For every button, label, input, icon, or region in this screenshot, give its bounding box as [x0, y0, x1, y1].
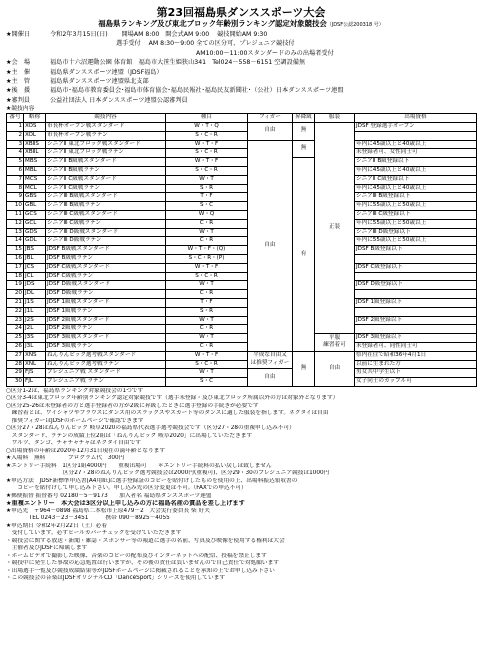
row-number: 23	[7, 316, 24, 325]
row-qualification: JDSF C級登録以下	[355, 263, 477, 272]
table-row	[7, 298, 477, 307]
row-number: 18	[7, 272, 24, 281]
note-line: ★入場料 無料 プログラム代 300円	[6, 455, 125, 462]
row-dances: C・R	[166, 219, 248, 228]
dress-casual-cell-line-1: 平服	[328, 334, 341, 341]
table-row	[7, 158, 477, 167]
row-qualification: JDSF 3級登録以下	[355, 334, 477, 343]
row-event-name: プレジュニア戦 ラテン	[46, 378, 166, 387]
note-line: コピーを貼付けして申し込み下さい。申し込み先の区分変更は不可。（FAXでの申込不可）	[6, 485, 247, 492]
table-row	[7, 149, 477, 158]
row-event-name: JDSF D級戦ラテン	[46, 290, 166, 299]
header-number: 番号	[7, 114, 24, 123]
info-events-row	[6, 105, 476, 113]
row-number: 11	[7, 211, 24, 220]
row-event-name: シニアⅢ C級戦ラテン	[46, 219, 166, 228]
event-info	[6, 30, 476, 113]
note-line: ★重複エントリー 本大会は3区分以上申し込みの方に福島名産の賞品を差し上げます	[6, 500, 245, 508]
notes-section	[6, 388, 476, 583]
promotion-yes-cell: 有	[293, 158, 315, 352]
row-event-name: JDSF C級戦スタンダード	[46, 263, 166, 272]
row-dances: T・F	[166, 298, 248, 307]
note-line: ★申込先 〒964－0898 福島県二本松市上原479－2 大会実行委員長 柴 好夫	[6, 507, 210, 514]
row-dances: W・T	[166, 281, 248, 290]
row-dances: W・T・F・(Q)	[166, 246, 248, 255]
row-number: 28	[7, 360, 24, 369]
dress-casual-cell	[315, 334, 355, 352]
info-host-value: 福島県ダンススポーツ連盟（JDSF福島）	[50, 68, 163, 76]
row-code: MBL	[24, 167, 46, 176]
row-event-name: JDSF 1級戦スタンダード	[46, 298, 166, 307]
row-event-name: シニアⅢ B級戦ラテン	[46, 202, 166, 211]
table-row	[7, 342, 477, 351]
row-dances: W・Q	[166, 211, 248, 220]
row-dances: S・R	[166, 307, 248, 316]
row-qualification	[355, 255, 477, 264]
row-dances: W・T・F	[166, 351, 248, 360]
row-code: XNL	[24, 360, 46, 369]
row-qualification	[355, 272, 477, 281]
note-line: ○出場資格の年齢は2020年12月31日現在の満年齢となります	[6, 447, 166, 454]
table-row	[7, 325, 477, 334]
row-number: 27	[7, 351, 24, 360]
table-row	[7, 351, 477, 360]
row-number: 22	[7, 307, 24, 316]
table-row	[7, 237, 477, 246]
note-line: ・ホームビデオで撮影した映像、音楽のコピーの配布及びインターネットへの配信、投稿を禁止します	[6, 552, 267, 559]
row-number: 19	[7, 281, 24, 290]
row-qualification	[355, 307, 477, 316]
row-dances: S・C・R	[166, 360, 248, 369]
info-support-label: ★後 援	[6, 87, 31, 95]
info-standard-time: AM10:00～11:00スタンダードのみの出場者受付	[196, 49, 334, 57]
note-line: 練習着とは、ワイシャツやブラウスにダンス用のスラックスやスカート等のダンスに適した服装を指します。ネクタイは自由	[6, 410, 329, 417]
row-event-name: JDSF 2級戦ラテン	[46, 325, 166, 334]
note-line: ・出場選手一覧及び競技成績結果等がJDSFホームページに掲載されることを承知の上でお申し込み下さい	[6, 567, 275, 574]
row-qualification: シニアⅢ D級登録以下	[355, 228, 477, 237]
row-code: GDL	[24, 237, 46, 246]
row-qualification: シニアⅡ C級登録以下	[355, 175, 477, 184]
table-header-row	[7, 114, 477, 123]
row-number: 20	[7, 290, 24, 299]
note-line: ★エントリー手続料 1区分1組4000円 重複出場可 ＊エントリー手続料の払い戻しは致しません	[6, 462, 272, 469]
table-row	[7, 175, 477, 184]
table-row	[7, 369, 477, 378]
row-event-name: 市長杯オープン戦スタンダード	[46, 123, 166, 132]
row-dances: W・T	[166, 334, 248, 343]
row-number: 12	[7, 219, 24, 228]
row-qualification: 未登録者可、同性同士可	[355, 342, 477, 351]
header-dance: 種目	[166, 114, 248, 123]
row-code: J1L	[24, 307, 46, 316]
row-qualification	[355, 325, 477, 334]
note-line: ・この競技会の音楽はJDSFオリジナルCD「DanceSport」シリーズを使用しています	[6, 575, 226, 582]
row-event-name: JDSF 3級戦スタンダード	[46, 334, 166, 343]
note-line: 区分27・28のねんりんピック選考競技会は2000円(重複可)、区分29・30のプレジュニア競技は1000円	[6, 470, 330, 477]
row-number: 2	[7, 131, 24, 140]
row-dances: W・T・F	[166, 140, 248, 149]
row-event-name: JDSF D級戦スタンダード	[46, 281, 166, 290]
figure-free-cell: 自由	[248, 123, 293, 141]
note-line: ○区分3-4は東北ブロック年齢別ランキング認定対象競技です（選手未登録・及び東北ブロック所属以外の方は対象外となります）	[6, 395, 339, 402]
row-event-name: JDSF 1級戦ラテン	[46, 307, 166, 316]
row-qualification: 年内に55歳以上と50歳以上	[355, 237, 477, 246]
row-dances: S・C・R	[166, 272, 248, 281]
figure-free-cell-2: 自由	[248, 140, 293, 351]
row-qualification	[355, 131, 477, 140]
note-line: ・競技会に関する放送・新聞・雑誌・スポンサー等の報道に選手の名前、写真及び映像を使用する権利は大会	[6, 537, 285, 544]
info-start-time: 競技開始AM 9:30	[217, 31, 268, 38]
table-row	[7, 334, 477, 343]
row-code: JDS	[24, 281, 46, 290]
dress-casual-cell-line-2: 練習着可	[323, 342, 346, 349]
row-dances: W・T	[166, 228, 248, 237]
row-qualification: シニアⅢ C級登録以下	[355, 211, 477, 220]
row-number: 21	[7, 298, 24, 307]
note-line: ★郵便振替 振替番号 02180－5－9173 加入者名 福島県ダンススポーツ連盟	[6, 492, 212, 499]
row-code: FJS	[24, 369, 46, 378]
row-event-name: シニアⅢ D級戦スタンダード	[46, 228, 166, 237]
row-number: 1	[7, 123, 24, 132]
note-line: ○区分27・28はねんりんピック 岐阜2020の福島県代表選手選考競技会です（区分27・28の重複申し込み不可）	[6, 425, 295, 432]
row-event-name: JDSF B級戦スタンダード	[46, 246, 166, 255]
row-code: J2S	[24, 316, 46, 325]
promotion-none-cell-3: 無	[293, 351, 315, 386]
table-row	[7, 255, 477, 264]
row-dances: S・C・R・(P)	[166, 255, 248, 264]
row-dances: S・C	[166, 378, 248, 387]
row-code: XBⅡL	[24, 149, 46, 158]
row-event-name: JDSF B級戦ラテン	[46, 255, 166, 264]
row-qualification: JDSF B級登録以下	[355, 246, 477, 255]
row-code: XNS	[24, 351, 46, 360]
document-title: 第23回福島県ダンススポーツ大会	[156, 6, 326, 19]
row-number: 30	[7, 378, 24, 387]
row-number: 17	[7, 263, 24, 272]
row-number: 10	[7, 202, 24, 211]
row-event-name: JDSF C級戦ラテン	[46, 272, 166, 281]
subtitle-approval-number: （JDSF公認200318 号）	[326, 22, 384, 28]
header-code: 略称	[24, 114, 46, 123]
table-row	[7, 263, 477, 272]
row-event-name: JDSF 3級戦ラテン	[46, 342, 166, 351]
row-event-name: シニアⅡ C級戦スタンダード	[46, 175, 166, 184]
table-row	[7, 184, 477, 193]
table-row	[7, 228, 477, 237]
row-dances: W・T・F	[166, 158, 248, 167]
row-number: 13	[7, 228, 24, 237]
row-qualification: 年内に45歳以上と40歳以上	[355, 140, 477, 149]
header-qualification: 出場資格	[355, 114, 477, 123]
row-code: XOL	[24, 131, 46, 140]
events-table	[6, 113, 477, 387]
info-manage-label: ★主 管	[6, 78, 31, 86]
row-code: GCS	[24, 211, 46, 220]
row-event-name: ねんりんピック選考戦ラテン	[46, 360, 166, 369]
row-code: GBL	[24, 202, 46, 211]
table-row	[7, 219, 477, 228]
row-number: 16	[7, 255, 24, 264]
row-qualification: JDSF 1級登録以下	[355, 298, 477, 307]
row-event-name: シニアⅡ B級戦スタンダード	[46, 158, 166, 167]
row-qualification: 年内に45歳以上と40歳以上	[355, 167, 477, 176]
row-dances: C・R	[166, 325, 248, 334]
info-events-label: ★競技内容	[6, 106, 35, 113]
row-qualification: 男女共中学生以下	[355, 369, 477, 378]
row-dances: S・C・R	[166, 167, 248, 176]
row-dances: C・R	[166, 237, 248, 246]
info-date-value: 令和2年3月15日(日)	[50, 31, 108, 38]
info-host-row	[6, 68, 476, 77]
document-subtitle	[6, 19, 476, 30]
row-event-name: プレジュニア戦 スタンダード	[46, 369, 166, 378]
row-number: 26	[7, 342, 24, 351]
table-row	[7, 246, 477, 255]
info-ceremony-time: 開会式AM 9:00	[165, 31, 210, 38]
row-dances: W・T	[166, 369, 248, 378]
row-code: JBS	[24, 246, 46, 255]
info-judge-label: ★審判員	[6, 96, 31, 104]
table-row	[7, 140, 477, 149]
row-number: 8	[7, 184, 24, 193]
note-line: TEL 0243－23－3451 携帯 090－8925－4055	[6, 515, 170, 522]
promotion-none-cell-2: 無	[293, 140, 315, 158]
info-support-row	[6, 86, 476, 95]
table-row	[7, 281, 477, 290]
row-qualification	[355, 290, 477, 299]
row-code: XBⅡS	[24, 140, 46, 149]
row-qualification: JDSF 登録選手オープン	[355, 123, 477, 132]
row-qualification: 年内に45歳以上と40歳以上	[355, 184, 477, 193]
row-number: 5	[7, 158, 24, 167]
row-number: 14	[7, 237, 24, 246]
row-code: JBL	[24, 255, 46, 264]
info-venue-value: 福島市十六沼運動公園 体育館 福島市大笹生姫狭山341 Tel024－558－6151 空調設備無	[50, 59, 306, 67]
dress-free-cell: 自由	[315, 351, 355, 386]
info-host-label: ★主 催	[6, 68, 31, 76]
table-row	[7, 307, 477, 316]
row-code: MBS	[24, 158, 46, 167]
row-code: XOS	[24, 123, 46, 132]
row-number: 4	[7, 149, 24, 158]
note-line: スタンダード、ラテンの成績上位2組は「ねんりんピック 岐阜2020」に出場していただきます	[6, 432, 253, 439]
events-table-body	[7, 123, 477, 387]
header-figure: フィガー	[248, 114, 293, 123]
row-dances: S・C・R	[166, 131, 248, 140]
row-number: 29	[7, 369, 24, 378]
row-number: 25	[7, 334, 24, 343]
row-dances: W・T	[166, 316, 248, 325]
table-row	[7, 202, 477, 211]
table-row	[7, 316, 477, 325]
row-event-name: 市長杯オープン戦ラテン	[46, 131, 166, 140]
row-event-name: シニアⅡ 東北ブロック戦スタンダード	[46, 140, 166, 149]
note-line: ・競技中に発生した事故の応急処置は行いますが、その後の責任は負いませんので自己責任で対処願います	[6, 560, 279, 567]
row-code: MCL	[24, 184, 46, 193]
info-judge-value: 公益社団法人 日本ダンススポーツ連盟公認審判員	[50, 96, 188, 104]
row-number: 24	[7, 325, 24, 334]
subtitle-text: 福島県ランキング及び東北ブロック年齢別ランキング認定対象競技会	[98, 19, 327, 28]
note-line: ○区分1-2は、福島県ランキング対象競技会の1つです	[6, 387, 144, 394]
row-dances: C・R	[166, 342, 248, 351]
row-event-name: シニアⅢ C級戦スタンダード	[46, 211, 166, 220]
table-row	[7, 131, 477, 140]
table-row	[7, 193, 477, 202]
row-code: GCL	[24, 219, 46, 228]
row-event-name: シニアⅢ D級戦ラテン	[46, 237, 166, 246]
row-event-name: ねんりんピック選考戦スタンダード	[46, 351, 166, 360]
row-qualification: 女子同士のカップル可	[355, 378, 477, 387]
row-code: J3S	[24, 334, 46, 343]
note-line: ★申込方法 JDSF新標準申込書[A4用紙]に選手登録証のコピーを貼付けしたものを使用の上、出場料振込領収書の	[6, 477, 298, 484]
table-row	[7, 167, 477, 176]
figure-recommended-cell	[248, 351, 293, 369]
row-code: J1S	[24, 298, 46, 307]
info-judge-row	[6, 96, 476, 105]
row-code: GDS	[24, 228, 46, 237]
row-dances: W・T・Q	[166, 123, 248, 132]
header-dress: 服装	[315, 114, 355, 123]
row-code: JCS	[24, 263, 46, 272]
row-dances: S・C・R	[166, 149, 248, 158]
row-qualification: 県内在住で昭和36年4月1日	[355, 351, 477, 360]
row-qualification: 以前に生まれた方	[355, 360, 477, 369]
row-code: J2L	[24, 325, 46, 334]
info-manage-row	[6, 77, 476, 86]
row-dances: W・T	[166, 175, 248, 184]
table-row	[7, 211, 477, 220]
note-line: 主催者及びJDSFに帰属します	[6, 545, 88, 552]
note-line: 受付しています。必ずヒールカバーチェックを受けていただきます	[6, 530, 182, 537]
row-code: GBS	[24, 193, 46, 202]
info-practice-label: 選手受付	[116, 40, 141, 48]
note-line: ワルツ、タンゴ、チャチャチャはネクタイ自由です	[6, 440, 141, 447]
table-row	[7, 290, 477, 299]
row-dances: C・R	[166, 290, 248, 299]
info-practice-row	[6, 39, 476, 48]
row-dances: S・R	[166, 184, 248, 193]
header-promotion: 昇降級	[293, 114, 315, 123]
info-manage-value: 福島県ダンススポーツ連盟県北支部	[50, 78, 149, 86]
row-number: 15	[7, 246, 24, 255]
row-number: 3	[7, 140, 24, 149]
figure-recommended-cell-line-2: は推奨フィガー	[250, 360, 290, 367]
figure-recommended-cell-line-1: 平成な自由又	[253, 352, 287, 359]
info-date-row	[6, 30, 476, 39]
row-event-name: シニアⅡ B級戦ラテン	[46, 167, 166, 176]
row-code: FJL	[24, 378, 46, 387]
info-practice-value: AM 8:30～9:00 全ての区分可、プレジュニア競技付	[148, 40, 295, 48]
table-row	[7, 272, 477, 281]
row-event-name: JDSF 2級戦スタンダード	[46, 316, 166, 325]
row-qualification: シニアⅢ B級登録以下	[355, 193, 477, 202]
row-number: 9	[7, 193, 24, 202]
row-code: J3L	[24, 342, 46, 351]
table-row	[7, 378, 477, 387]
row-code: MCS	[24, 175, 46, 184]
info-standard-row	[6, 49, 476, 58]
row-number: 7	[7, 175, 24, 184]
row-qualification: JDSF D級登録以下	[355, 281, 477, 290]
note-line: ★申込期日 令和2年2月22日（土）必着	[6, 522, 108, 529]
row-dances: S・C	[166, 202, 248, 211]
table-row	[7, 123, 477, 132]
row-qualification: JDSF 2級登録以下	[355, 316, 477, 325]
info-open-time: 開場AM 8:00	[121, 31, 160, 38]
figure-free-cell-3: 自由	[248, 369, 293, 387]
info-venue-row	[6, 58, 476, 67]
row-qualification: 年内に55歳以上と50歳以上	[355, 202, 477, 211]
header-event: 競技内容	[46, 114, 166, 123]
row-event-name: シニアⅢ B級戦スタンダード	[46, 193, 166, 202]
dress-formal-cell: 正装	[315, 123, 355, 334]
info-date-label: ★開催日	[6, 31, 31, 38]
row-event-name: シニアⅡ C級戦ラテン	[46, 184, 166, 193]
note-line: 推奨フィガーはJDSFのホームページで確認できます	[6, 417, 144, 424]
row-number: 6	[7, 167, 24, 176]
info-venue-label: ★会 場	[6, 59, 31, 67]
row-dances: T・F	[166, 193, 248, 202]
note-line: ○区分25-26は未登録者の方と選手登録者の方が2級に昇級したときに選手登録の手続きが必要です	[6, 402, 259, 409]
row-event-name: シニアⅡ 東北ブロック戦ラテン	[46, 149, 166, 158]
row-qualification: シニアⅡ B級登録以下	[355, 158, 477, 167]
table-row	[7, 360, 477, 369]
row-qualification: 年内に55歳以上と50歳以上	[355, 219, 477, 228]
info-support-value: 福島市･福島市教育委員会･福島市体育協会･福島民報社･福島民友新聞社･（公社）日本ダンススポーツ連盟	[50, 87, 344, 95]
row-code: JCL	[24, 272, 46, 281]
row-code: JDL	[24, 290, 46, 299]
promotion-none-cell: 無	[293, 123, 315, 141]
row-dances: W・T・F	[166, 263, 248, 272]
row-qualification: 未登録者可、女性同士可	[355, 149, 477, 158]
